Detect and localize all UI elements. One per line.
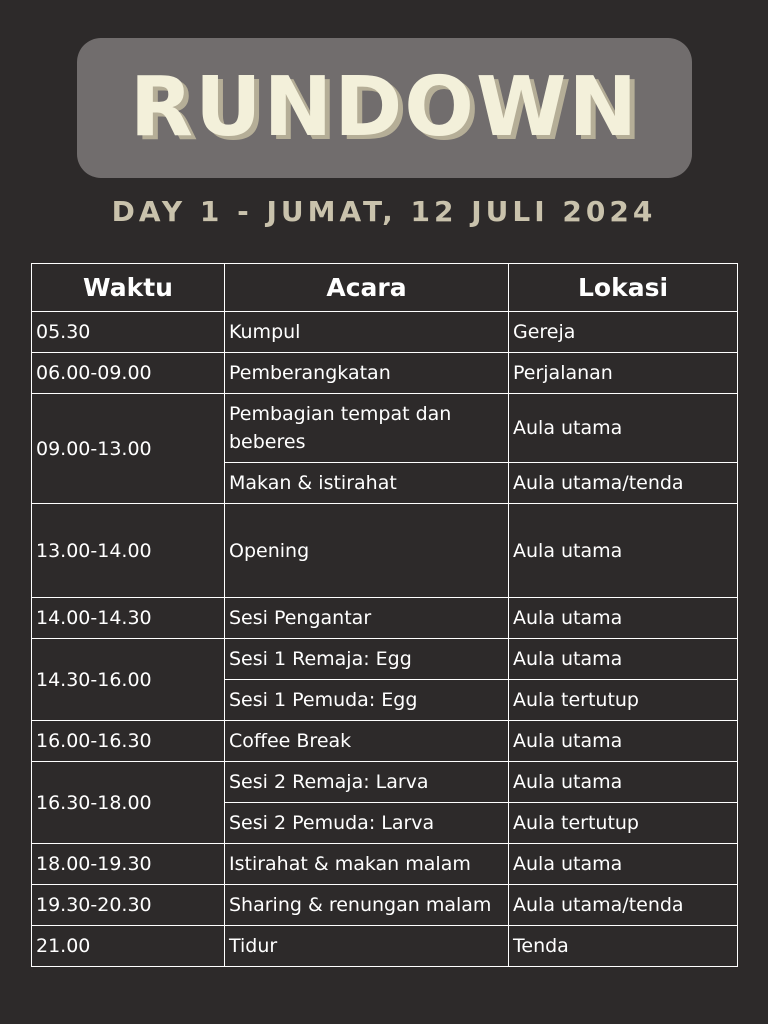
cell-acara: Sesi 1 Pemuda: Egg — [225, 680, 509, 721]
cell-lokasi: Aula utama/tenda — [509, 463, 738, 504]
schedule-table — [31, 263, 738, 967]
cell-acara: Sesi 2 Pemuda: Larva — [225, 803, 509, 844]
table-row — [32, 353, 738, 394]
cell-waktu: 06.00-09.00 — [32, 353, 225, 394]
table-row — [32, 721, 738, 762]
cell-acara: Opening — [225, 504, 509, 598]
cell-lokasi: Aula utama — [509, 504, 738, 598]
cell-lokasi: Aula utama — [509, 721, 738, 762]
table-row — [32, 639, 738, 680]
table-row — [32, 885, 738, 926]
cell-acara: Istirahat & makan malam — [225, 844, 509, 885]
title-banner — [77, 38, 692, 178]
header-row — [32, 264, 738, 312]
cell-acara: Kumpul — [225, 312, 509, 353]
cell-waktu: 18.00-19.30 — [32, 844, 225, 885]
table-row — [32, 598, 738, 639]
cell-waktu: 19.30-20.30 — [32, 885, 225, 926]
cell-acara: Coffee Break — [225, 721, 509, 762]
table-row — [32, 844, 738, 885]
cell-lokasi: Gereja — [509, 312, 738, 353]
header-lokasi: Lokasi — [509, 264, 738, 312]
cell-waktu: 05.30 — [32, 312, 225, 353]
cell-lokasi: Aula utama — [509, 844, 738, 885]
cell-acara: Sesi Pengantar — [225, 598, 509, 639]
page-title: RUNDOWN — [129, 60, 640, 155]
cell-waktu: 09.00-13.00 — [32, 394, 225, 504]
cell-acara: Pemberangkatan — [225, 353, 509, 394]
cell-waktu: 16.30-18.00 — [32, 762, 225, 844]
table-row — [32, 394, 738, 463]
cell-lokasi: Perjalanan — [509, 353, 738, 394]
cell-lokasi: Aula utama/tenda — [509, 885, 738, 926]
cell-acara: Sharing & renungan malam — [225, 885, 509, 926]
cell-lokasi: Aula utama — [509, 639, 738, 680]
cell-lokasi: Aula utama — [509, 598, 738, 639]
cell-lokasi: Tenda — [509, 926, 738, 967]
cell-acara: Tidur — [225, 926, 509, 967]
table-row — [32, 762, 738, 803]
cell-lokasi: Aula utama — [509, 394, 738, 463]
cell-acara: Sesi 1 Remaja: Egg — [225, 639, 509, 680]
cell-waktu: 21.00 — [32, 926, 225, 967]
cell-acara: Pembagian tempat dan beberes — [225, 394, 509, 463]
cell-waktu: 14.00-14.30 — [32, 598, 225, 639]
cell-lokasi: Aula tertutup — [509, 680, 738, 721]
cell-acara: Sesi 2 Remaja: Larva — [225, 762, 509, 803]
table-row — [32, 926, 738, 967]
table-row — [32, 312, 738, 353]
cell-lokasi: Aula tertutup — [509, 803, 738, 844]
table-row — [32, 504, 738, 598]
cell-lokasi: Aula utama — [509, 762, 738, 803]
cell-acara: Makan & istirahat — [225, 463, 509, 504]
page-subtitle: DAY 1 - JUMAT, 12 JULI 2024 — [111, 195, 657, 228]
header-waktu: Waktu — [32, 264, 225, 312]
cell-waktu: 14.30-16.00 — [32, 639, 225, 721]
header-acara: Acara — [225, 264, 509, 312]
cell-waktu: 16.00-16.30 — [32, 721, 225, 762]
cell-waktu: 13.00-14.00 — [32, 504, 225, 598]
